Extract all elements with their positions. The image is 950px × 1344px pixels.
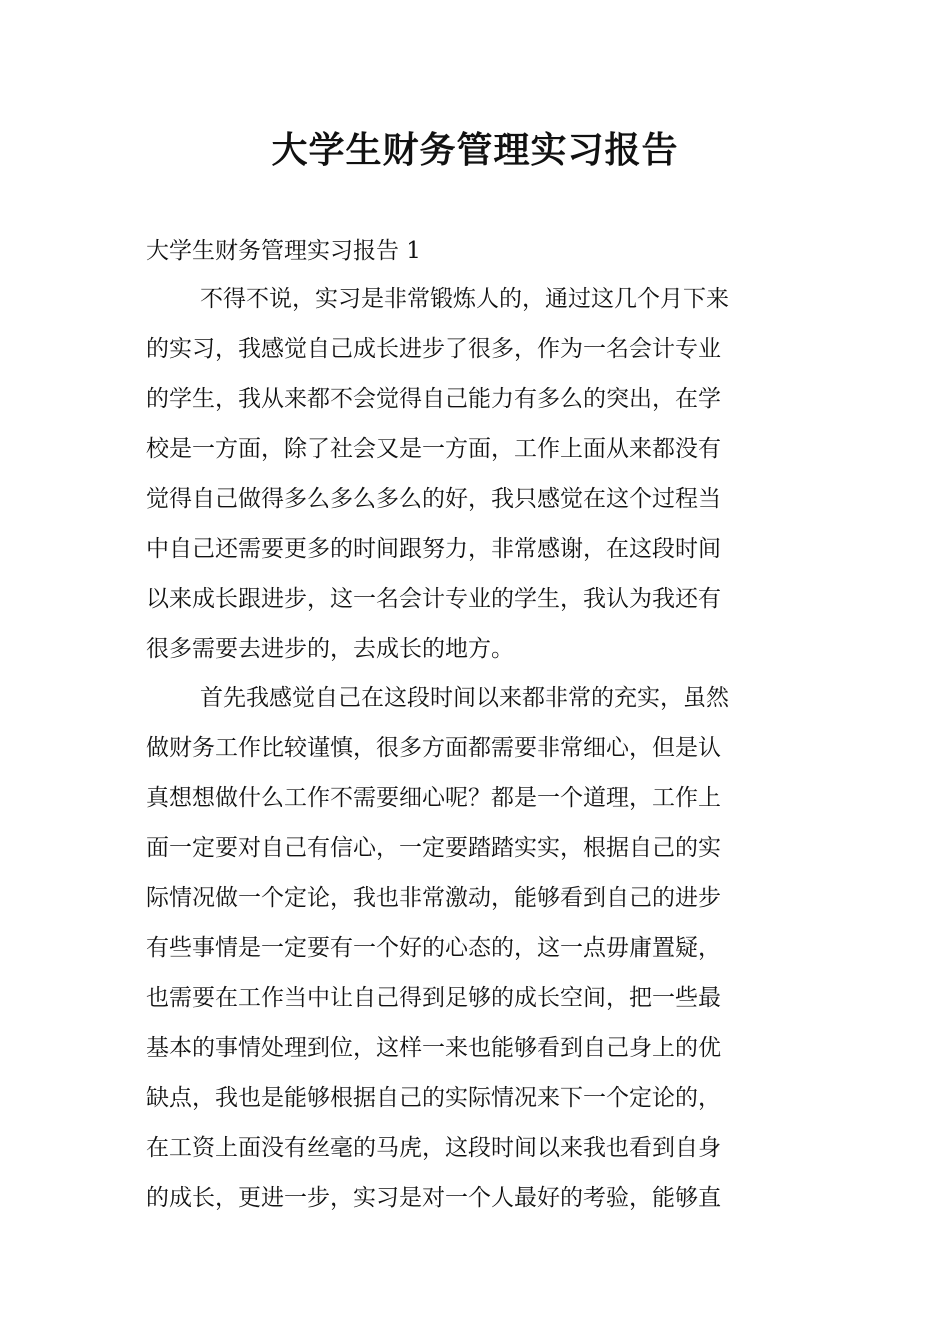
paragraph-line: 以来成长跟进步，这一名会计专业的学生，我认为我还有: [146, 586, 721, 612]
paragraph-line: 中自己还需要更多的时间跟努力，非常感谢，在这段时间: [146, 536, 721, 562]
paragraph-line: 的实习，我感觉自己成长进步了很多，作为一名会计专业: [146, 336, 721, 362]
paragraph-line: 面一定要对自己有信心，一定要踏踏实实，根据自己的实: [146, 835, 721, 861]
paragraph-1: [146, 274, 806, 674]
paragraph-line: 在工资上面没有丝毫的马虎，这段时间以来我也看到自身: [146, 1135, 721, 1161]
paragraph-line: 有些事情是一定要有一个好的心态的，这一点毋庸置疑，: [146, 935, 721, 961]
paragraph-2: [146, 673, 806, 1223]
paragraph-line: 际情况做一个定论，我也非常激动，能够看到自己的进步: [146, 885, 721, 911]
section-heading: 大学生财务管理实习报告 1: [146, 238, 421, 264]
paragraph-line: 缺点，我也是能够根据自己的实际情况来下一个定论的，: [146, 1085, 721, 1111]
paragraph-line: 做财务工作比较谨慎，很多方面都需要非常细心，但是认: [146, 735, 721, 761]
paragraph-line: 不得不说，实习是非常锻炼人的，通过这几个月下来: [200, 286, 729, 312]
paragraph-line: 很多需要去进步的，去成长的地方。: [146, 636, 514, 662]
paragraph-line: 真想想做什么工作不需要细心呢？都是一个道理，工作上: [146, 785, 721, 811]
paragraph-line: 首先我感觉自己在这段时间以来都非常的充实，虽然: [200, 685, 729, 711]
paragraph-line: 校是一方面，除了社会又是一方面，工作上面从来都没有: [146, 436, 721, 462]
paragraph-line: 的学生，我从来都不会觉得自己能力有多么的突出，在学: [146, 386, 721, 412]
paragraph-line: 基本的事情处理到位，这样一来也能够看到自己身上的优: [146, 1035, 721, 1061]
document-title: 大学生财务管理实习报告: [271, 129, 679, 171]
paragraph-line: 也需要在工作当中让自己得到足够的成长空间，把一些最: [146, 985, 721, 1011]
paragraph-line: 觉得自己做得多么多么多么的好，我只感觉在这个过程当: [146, 486, 721, 512]
paragraph-line: 的成长，更进一步，实习是对一个人最好的考验，能够直: [146, 1185, 721, 1211]
